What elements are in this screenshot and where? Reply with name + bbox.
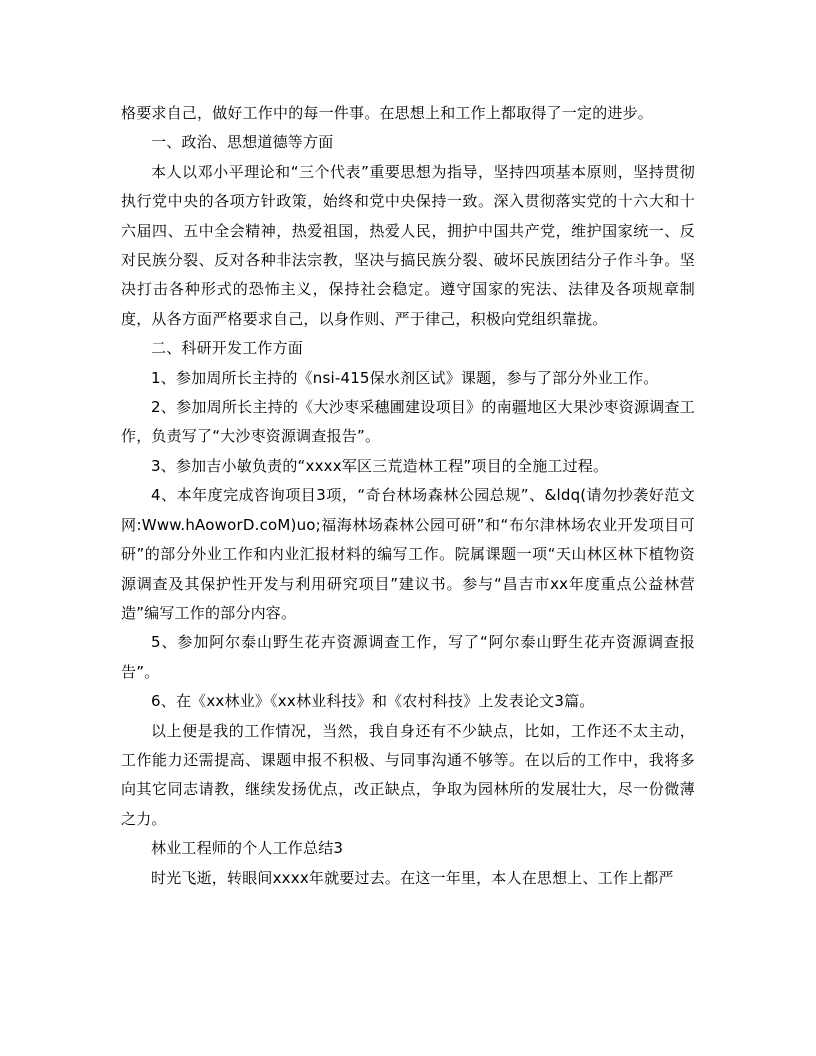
list-item-1: 1、参加周所长主持的《nsi-415保水剂区试》课题，参与了部分外业工作。 — [151, 368, 659, 387]
paragraph-politics: 本人以邓小平理论和“三个代表”重要思想为指导，坚持四项基本原则，坚持贯彻执行党中央的各项方针政策，始终和党中央保持一致。深入贯彻落实党的十六大和十六届四、五中全会精神，热爱祖国，热爱人民，拥护中国共产党，维护国家统一、反对民族分裂、反对各种非法宗教，坚决与搞民族分裂、破坏民族团结分子作斗争。坚决打击各种形式的恐怖主义，保持社会稳定。遵守国家的宪法、法律及各项规章制度，从各方面严格要求自己，以身作则、严于律己，积极向党组织靠拢。 — [121, 162, 695, 328]
document-body — [121, 99, 695, 893]
section-heading-politics: 一、政治、思想道德等方面 — [151, 133, 334, 152]
list-item-6: 6、在《xx林业》《xx林业科技》和《农村科技》上发表论文3篇。 — [151, 692, 595, 711]
paragraph-continuation: 格要求自己，做好工作中的每一件事。在思想上和工作上都取得了一定的进步。 — [121, 104, 654, 122]
list-item-2: 2、参加周所长主持的《大沙枣采穗圃建设项目》的南疆地区大果沙枣资源调查工作，负责写了“大沙枣资源调查报告”。 — [121, 398, 695, 446]
list-item-4: 4、本年度完成咨询项目3项，“奇台林场森林公园总规”、&ldq(请勿抄袭好范文网:Www.hAoworD.coM)uo;福海林场森林公园可研”和“布尔津林场农业开发项目可研”的部分外业工作和内业汇报材料的编写工作。院属课题一项“天山林区林下植物资源调查及其保护性开发与利用研究项目”建议书。参与“昌吉市xx年度重点公益林营造”编写工作的部分内容。 — [121, 486, 695, 622]
paragraph-conclusion: 以上便是我的工作情况，当然，我自身还有不少缺点，比如，工作还不太主动，工作能力还需提高、课题申报不积极、与同事沟通不够等。在以后的工作中，我将多向其它同志请教，继续发扬优点，改正缺点，争取为园林所的发展壮大，尽一份微薄之力。 — [121, 721, 695, 828]
section-heading-research: 二、科研开发工作方面 — [151, 339, 304, 358]
section-title-summary-3: 林业工程师的个人工作总结3 — [151, 839, 344, 858]
paragraph-opening: 时光飞逝，转眼间xxxx年就要过去。在这一年里，本人在思想上、工作上都严 — [151, 868, 674, 887]
list-item-5: 5、参加阿尔泰山野生花卉资源调查工作，写了“阿尔泰山野生花卉资源调查报告”。 — [121, 633, 695, 681]
list-item-3: 3、参加吉小敏负责的“xxxx军区三荒造林工程”项目的全施工过程。 — [151, 456, 609, 475]
